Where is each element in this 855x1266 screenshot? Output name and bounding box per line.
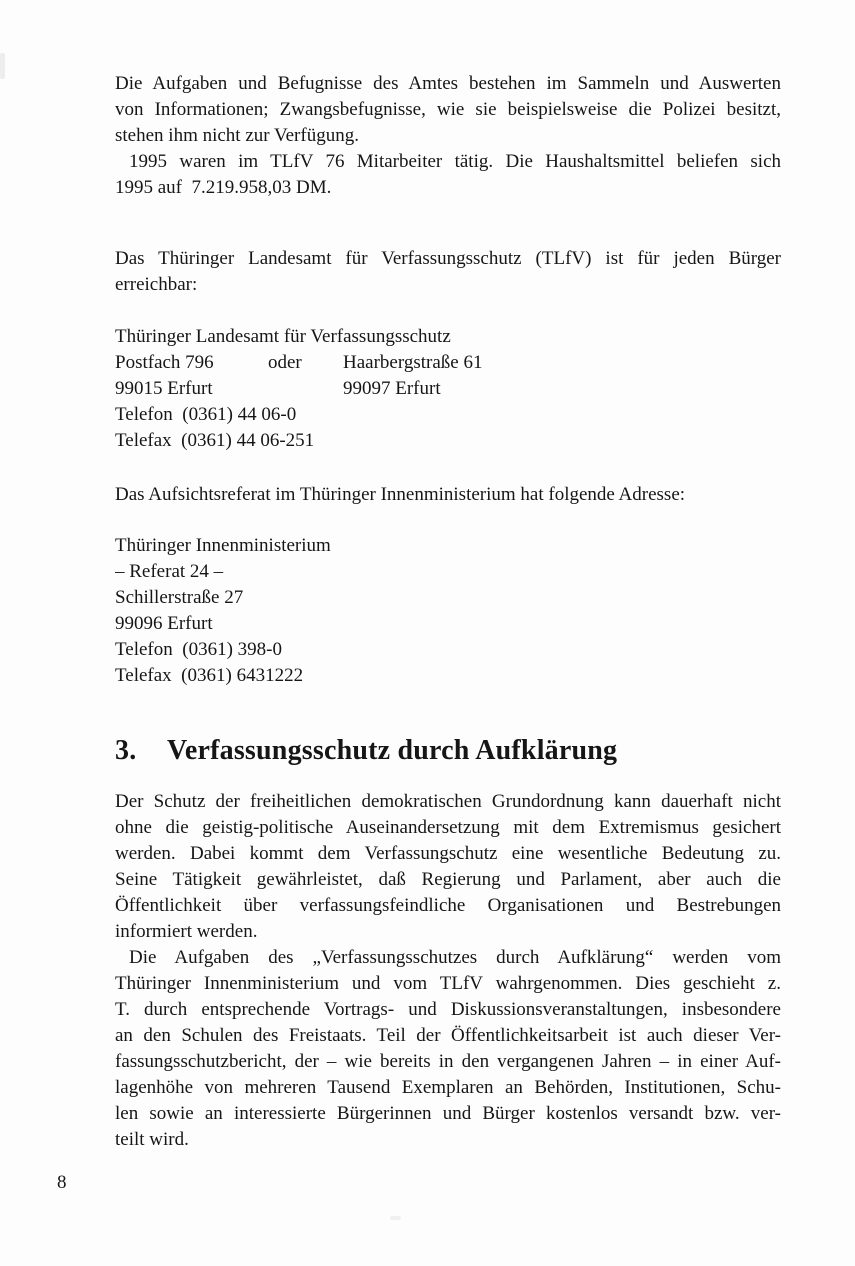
section3-paragraph-2: [115, 945, 781, 1153]
text-line: Thüringer Innenministerium: [115, 535, 331, 556]
text-line: von Informationen; Zwangsbefugnisse, wie sie beispielsweise die Polizei besitzt,: [115, 99, 781, 120]
text-line: len sowie an interessierte Bürgerinnen und Bürger kostenlos versandt bzw. ver-: [115, 1103, 781, 1124]
text-line: Telefon (0361) 398-0: [115, 639, 282, 660]
text-line: 1995 auf 7.219.958,03 DM.: [115, 177, 332, 198]
supervision-lead-line: Das Aufsichtsreferat im Thüringer Innenministerium hat folgende Adresse:: [115, 484, 686, 505]
text-line: stehen ihm nicht zur Verfügung.: [115, 125, 359, 146]
intro-paragraph-1: [115, 71, 781, 149]
text-line: Die Aufgaben und Befugnisse des Amtes bestehen im Sammeln und Auswerten: [115, 73, 781, 94]
text-line: erreichbar:: [115, 274, 198, 295]
office-name: Thüringer Landesamt für Verfassungsschutz: [115, 326, 451, 347]
text-line: Öffentlichkeit über verfassungsfeindliche Organisationen und Bestrebungen: [115, 895, 781, 916]
street-address: Haarbergstraße 61: [343, 352, 483, 373]
page-number: 8: [57, 1172, 67, 1193]
text-line: Telefax (0361) 6431222: [115, 665, 304, 686]
text-line: Der Schutz der freiheitlichen demokratischen Grundordnung kann dauerhaft nicht: [115, 791, 781, 812]
text-line: – Referat 24 –: [115, 561, 224, 582]
text-line: Thüringer Innenministerium und vom TLfV wahrgenommen. Dies geschieht z.: [115, 973, 781, 994]
intro-section: [115, 71, 781, 201]
phone-line: Telefon (0361) 44 06-0: [115, 404, 297, 425]
text-line: Das Thüringer Landesamt für Verfassungsschutz (TLfV) ist für jeden Bürger: [115, 248, 781, 269]
ministry-address-block: [115, 533, 781, 689]
text-line: T. durch entsprechende Vortrags- und Diskussionsveranstaltungen, insbesondere: [115, 999, 781, 1020]
text-line: ohne die geistig-politische Auseinandersetzung mit dem Extremismus gesichert: [115, 817, 781, 838]
text-line: 99096 Erfurt: [115, 613, 213, 634]
address-row-1: [115, 350, 781, 376]
text-line: lagenhöhe von mehreren Tausend Exemplaren an Behörden, Institutionen, Schu-: [115, 1077, 781, 1098]
po-box-city: 99015 Erfurt: [115, 378, 213, 399]
address-row-2: [115, 376, 781, 402]
street-city: 99097 Erfurt: [343, 378, 441, 399]
section-number: 3.: [115, 735, 137, 766]
scan-speck-artifact: [390, 1216, 401, 1220]
text-line: Seine Tätigkeit gewährleistet, daß Regierung und Parlament, aber auch die: [115, 869, 781, 890]
scan-edge-artifact: [0, 53, 5, 79]
oder-label: oder: [268, 352, 302, 373]
text-line: 1995 waren im TLfV 76 Mitarbeiter tätig. Die Haushaltsmittel beliefen sich: [129, 151, 781, 172]
section-title: Verfassungsschutz durch Aufklärung: [167, 735, 618, 766]
intro-paragraph-2: [115, 149, 781, 201]
fax-line: Telefax (0361) 44 06-251: [115, 430, 315, 451]
tlfv-address-block: [115, 324, 781, 454]
text-line: werden. Dabei kommt dem Verfassungschutz eine wesentliche Bedeutung zu.: [115, 843, 781, 864]
text-line: Die Aufgaben des „Verfassungsschutzes durch Aufklärung“ werden vom: [129, 947, 781, 968]
supervision-lead-paragraph: [115, 482, 781, 508]
text-line: an den Schulen des Freistaats. Teil der Öffentlichkeitsarbeit ist auch dieser Ver-: [115, 1025, 781, 1046]
spacer: [268, 376, 343, 402]
po-box: Postfach 796: [115, 352, 214, 373]
contact-lead-paragraph: [115, 246, 781, 298]
section-heading: [115, 734, 781, 768]
text-line: Schillerstraße 27: [115, 587, 244, 608]
section3-paragraph-1: [115, 789, 781, 945]
text-line: informiert werden.: [115, 921, 258, 942]
text-line: fassungsschutzbericht, der – wie bereits in den vergangenen Jahren – in einer Auf-: [115, 1051, 781, 1072]
text-line: teilt wird.: [115, 1129, 189, 1150]
